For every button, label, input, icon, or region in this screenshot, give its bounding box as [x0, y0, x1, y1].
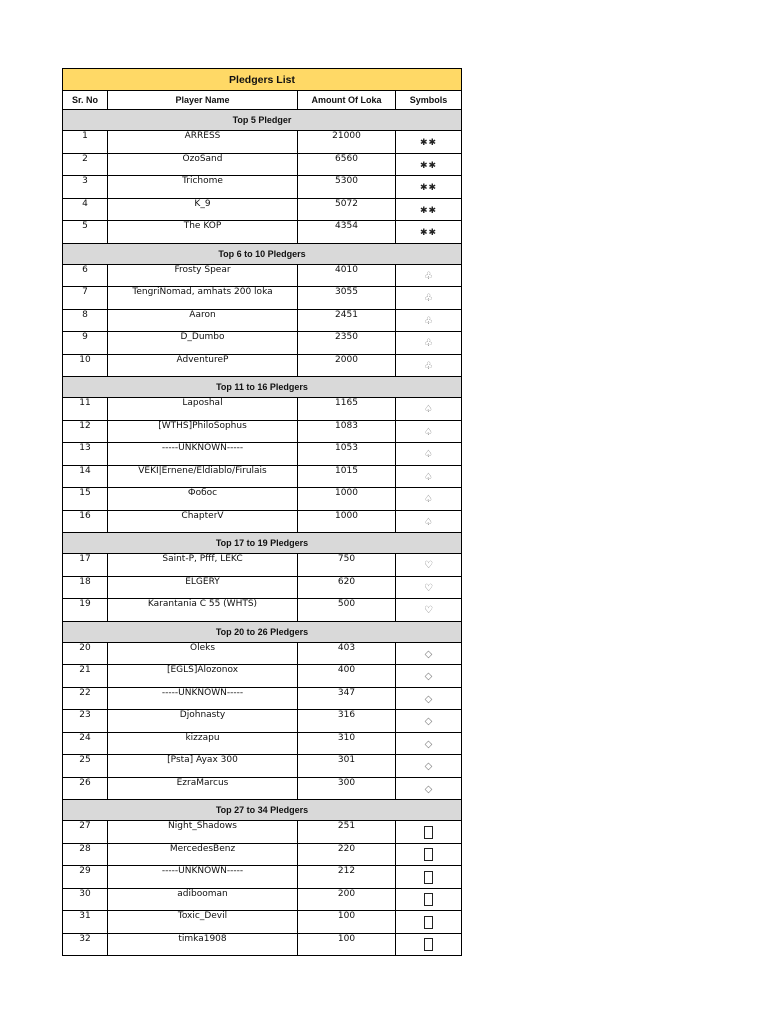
table-row: [63, 221, 462, 244]
amount-cell: 310: [298, 732, 396, 755]
table-row: [63, 755, 462, 778]
amount-cell: 2350: [298, 332, 396, 355]
header-amount-of-loka: Amount Of Loka: [298, 91, 396, 110]
symbol-cell: [396, 665, 462, 688]
table-row: [63, 176, 462, 199]
player-name-cell: The KOP: [108, 221, 298, 244]
table-row: [63, 911, 462, 934]
table-row: [63, 153, 462, 176]
player-name-cell: Saint-P, Pfff, LEKC: [108, 554, 298, 577]
table-row: [63, 287, 462, 310]
table-row: [63, 488, 462, 511]
amount-cell: 1015: [298, 465, 396, 488]
sr-no-cell: 15: [63, 488, 108, 511]
group-label: Top 27 to 34 Pledgers: [63, 800, 462, 821]
symbol-cell: [396, 176, 462, 199]
table-row: [63, 198, 462, 221]
sr-no-cell: 12: [63, 420, 108, 443]
table-row: [63, 687, 462, 710]
sr-no-cell: 18: [63, 576, 108, 599]
table-row: [63, 510, 462, 533]
table-row: [63, 866, 462, 889]
table-row: [63, 465, 462, 488]
sr-no-cell: 20: [63, 642, 108, 665]
player-name-cell: [WTHS]PhiloSophus: [108, 420, 298, 443]
sr-no-cell: 27: [63, 821, 108, 844]
symbol-cell: [396, 354, 462, 377]
sr-no-cell: 10: [63, 354, 108, 377]
player-name-cell: timka1908: [108, 933, 298, 956]
player-name-cell: Trichome: [108, 176, 298, 199]
table-row: [63, 599, 462, 622]
group-header-row: [63, 621, 462, 642]
sr-no-cell: 6: [63, 264, 108, 287]
sr-no-cell: 13: [63, 443, 108, 466]
symbol-cell: [396, 866, 462, 889]
club-outline-icon: ♧: [424, 270, 433, 282]
amount-cell: 5072: [298, 198, 396, 221]
sr-no-cell: 17: [63, 554, 108, 577]
sr-no-cell: 19: [63, 599, 108, 622]
header-player-name: Player Name: [108, 91, 298, 110]
amount-cell: 100: [298, 933, 396, 956]
table-row: [63, 309, 462, 332]
player-name-cell: [EGLS]Alozonox: [108, 665, 298, 688]
amount-cell: 403: [298, 642, 396, 665]
group-label: Top 5 Pledger: [63, 110, 462, 131]
heart-outline-icon: ♡: [424, 560, 433, 572]
player-name-cell: Toxic_Devil: [108, 911, 298, 934]
amount-cell: 3055: [298, 287, 396, 310]
symbol-cell: [396, 287, 462, 310]
diamond-outline-icon: ◇: [424, 738, 433, 750]
spade-outline-icon: ♤: [424, 471, 433, 483]
player-name-cell: Aaron: [108, 309, 298, 332]
symbol-cell: [396, 687, 462, 710]
amount-cell: 620: [298, 576, 396, 599]
player-name-cell: -----UNKNOWN-----: [108, 687, 298, 710]
star-pair-icon: ✱✱: [419, 228, 438, 239]
sr-no-cell: 5: [63, 221, 108, 244]
table-row: [63, 665, 462, 688]
sr-no-cell: 3: [63, 176, 108, 199]
spade-outline-icon: ♤: [424, 426, 433, 438]
amount-cell: 347: [298, 687, 396, 710]
player-name-cell: Night_Shadows: [108, 821, 298, 844]
diamond-outline-icon: ◇: [424, 761, 433, 773]
empty-box-icon: [424, 826, 433, 839]
symbol-cell: [396, 309, 462, 332]
table-row: [63, 933, 462, 956]
amount-cell: 1000: [298, 510, 396, 533]
symbol-cell: [396, 465, 462, 488]
amount-cell: 6560: [298, 153, 396, 176]
club-outline-icon: ♧: [424, 293, 433, 305]
table-row: [63, 332, 462, 355]
table-body: [63, 110, 462, 956]
amount-cell: 4010: [298, 264, 396, 287]
header-row: [63, 91, 462, 110]
diamond-outline-icon: ◇: [424, 648, 433, 660]
amount-cell: 301: [298, 755, 396, 778]
symbol-cell: [396, 911, 462, 934]
pledgers-table: [62, 68, 462, 956]
sr-no-cell: 28: [63, 843, 108, 866]
table-row: [63, 398, 462, 421]
symbol-cell: [396, 398, 462, 421]
amount-cell: 400: [298, 665, 396, 688]
spade-outline-icon: ♤: [424, 494, 433, 506]
symbol-cell: [396, 510, 462, 533]
sr-no-cell: 14: [63, 465, 108, 488]
symbol-cell: [396, 732, 462, 755]
empty-box-icon: [424, 916, 433, 929]
sr-no-cell: 11: [63, 398, 108, 421]
table-row: [63, 821, 462, 844]
club-outline-icon: ♧: [424, 338, 433, 350]
group-label: Top 11 to 16 Pledgers: [63, 377, 462, 398]
table-row: [63, 576, 462, 599]
spade-outline-icon: ♤: [424, 404, 433, 416]
symbol-cell: [396, 642, 462, 665]
player-name-cell: Frosty Spear: [108, 264, 298, 287]
group-header-row: [63, 800, 462, 821]
amount-cell: 5300: [298, 176, 396, 199]
symbol-cell: [396, 755, 462, 778]
table-row: [63, 131, 462, 154]
amount-cell: 1053: [298, 443, 396, 466]
sr-no-cell: 29: [63, 866, 108, 889]
player-name-cell: -----UNKNOWN-----: [108, 443, 298, 466]
player-name-cell: ELGERY: [108, 576, 298, 599]
symbol-cell: [396, 332, 462, 355]
amount-cell: 500: [298, 599, 396, 622]
symbol-cell: [396, 599, 462, 622]
player-name-cell: MercedesBenz: [108, 843, 298, 866]
player-name-cell: Laposhal: [108, 398, 298, 421]
star-pair-icon: ✱✱: [419, 183, 438, 194]
group-header-row: [63, 377, 462, 398]
amount-cell: 1000: [298, 488, 396, 511]
header-symbols: Symbols: [396, 91, 462, 110]
diamond-outline-icon: ◇: [424, 783, 433, 795]
sr-no-cell: 23: [63, 710, 108, 733]
header-sr-no: Sr. No: [63, 91, 108, 110]
symbol-cell: [396, 221, 462, 244]
player-name-cell: D_Dumbo: [108, 332, 298, 355]
diamond-outline-icon: ◇: [424, 716, 433, 728]
symbol-cell: [396, 843, 462, 866]
symbol-cell: [396, 777, 462, 800]
player-name-cell: AdventureP: [108, 354, 298, 377]
amount-cell: 220: [298, 843, 396, 866]
sr-no-cell: 8: [63, 309, 108, 332]
player-name-cell: TengriNomad, amhats 200 loka: [108, 287, 298, 310]
title-row: [63, 69, 462, 91]
amount-cell: 300: [298, 777, 396, 800]
group-label: Top 20 to 26 Pledgers: [63, 621, 462, 642]
symbol-cell: [396, 420, 462, 443]
symbol-cell: [396, 554, 462, 577]
club-outline-icon: ♧: [424, 360, 433, 372]
player-name-cell: adibooman: [108, 888, 298, 911]
amount-cell: 4354: [298, 221, 396, 244]
symbol-cell: [396, 821, 462, 844]
club-outline-icon: ♧: [424, 315, 433, 327]
sr-no-cell: 7: [63, 287, 108, 310]
table-row: [63, 264, 462, 287]
amount-cell: 1165: [298, 398, 396, 421]
empty-box-icon: [424, 893, 433, 906]
group-header-row: [63, 110, 462, 131]
table-row: [63, 642, 462, 665]
player-name-cell: VEKI|Ernene/Eldiablo/Firulais: [108, 465, 298, 488]
sr-no-cell: 21: [63, 665, 108, 688]
star-pair-icon: ✱✱: [419, 205, 438, 216]
player-name-cell: Karantania C 55 (WHTS): [108, 599, 298, 622]
amount-cell: 100: [298, 911, 396, 934]
sr-no-cell: 4: [63, 198, 108, 221]
symbol-cell: [396, 264, 462, 287]
spade-outline-icon: ♤: [424, 516, 433, 528]
heart-outline-icon: ♡: [424, 582, 433, 594]
sr-no-cell: 30: [63, 888, 108, 911]
player-name-cell: EzraMarcus: [108, 777, 298, 800]
amount-cell: 750: [298, 554, 396, 577]
table-row: [63, 710, 462, 733]
table-row: [63, 888, 462, 911]
player-name-cell: [Psta] Ayax 300: [108, 755, 298, 778]
symbol-cell: [396, 888, 462, 911]
sr-no-cell: 9: [63, 332, 108, 355]
sr-no-cell: 16: [63, 510, 108, 533]
symbol-cell: [396, 443, 462, 466]
table-row: [63, 554, 462, 577]
star-pair-icon: ✱✱: [419, 160, 438, 171]
sr-no-cell: 32: [63, 933, 108, 956]
player-name-cell: ChapterV: [108, 510, 298, 533]
amount-cell: 212: [298, 866, 396, 889]
group-label: Top 6 to 10 Pledgers: [63, 243, 462, 264]
player-name-cell: kizzapu: [108, 732, 298, 755]
table-row: [63, 732, 462, 755]
amount-cell: 21000: [298, 131, 396, 154]
heart-outline-icon: ♡: [424, 605, 433, 617]
symbol-cell: [396, 153, 462, 176]
empty-box-icon: [424, 871, 433, 884]
group-label: Top 17 to 19 Pledgers: [63, 533, 462, 554]
star-pair-icon: ✱✱: [419, 138, 438, 149]
symbol-cell: [396, 198, 462, 221]
player-name-cell: -----UNKNOWN-----: [108, 866, 298, 889]
symbol-cell: [396, 131, 462, 154]
symbol-cell: [396, 933, 462, 956]
sr-no-cell: 26: [63, 777, 108, 800]
spade-outline-icon: ♤: [424, 449, 433, 461]
player-name-cell: Oleks: [108, 642, 298, 665]
table-title: Pledgers List: [63, 69, 462, 91]
sr-no-cell: 2: [63, 153, 108, 176]
player-name-cell: Djohnasty: [108, 710, 298, 733]
amount-cell: 2000: [298, 354, 396, 377]
diamond-outline-icon: ◇: [424, 671, 433, 683]
player-name-cell: OzoSand: [108, 153, 298, 176]
amount-cell: 2451: [298, 309, 396, 332]
symbol-cell: [396, 576, 462, 599]
symbol-cell: [396, 710, 462, 733]
table-row: [63, 354, 462, 377]
amount-cell: 316: [298, 710, 396, 733]
sr-no-cell: 31: [63, 911, 108, 934]
player-name-cell: K_9: [108, 198, 298, 221]
symbol-cell: [396, 488, 462, 511]
sr-no-cell: 25: [63, 755, 108, 778]
group-header-row: [63, 533, 462, 554]
player-name-cell: ARRESS: [108, 131, 298, 154]
diamond-outline-icon: ◇: [424, 693, 433, 705]
sr-no-cell: 22: [63, 687, 108, 710]
player-name-cell: Фобос: [108, 488, 298, 511]
sr-no-cell: 1: [63, 131, 108, 154]
sr-no-cell: 24: [63, 732, 108, 755]
group-header-row: [63, 243, 462, 264]
table-row: [63, 420, 462, 443]
table-row: [63, 777, 462, 800]
amount-cell: 200: [298, 888, 396, 911]
empty-box-icon: [424, 938, 433, 951]
empty-box-icon: [424, 848, 433, 861]
amount-cell: 251: [298, 821, 396, 844]
amount-cell: 1083: [298, 420, 396, 443]
table-row: [63, 443, 462, 466]
table-row: [63, 843, 462, 866]
